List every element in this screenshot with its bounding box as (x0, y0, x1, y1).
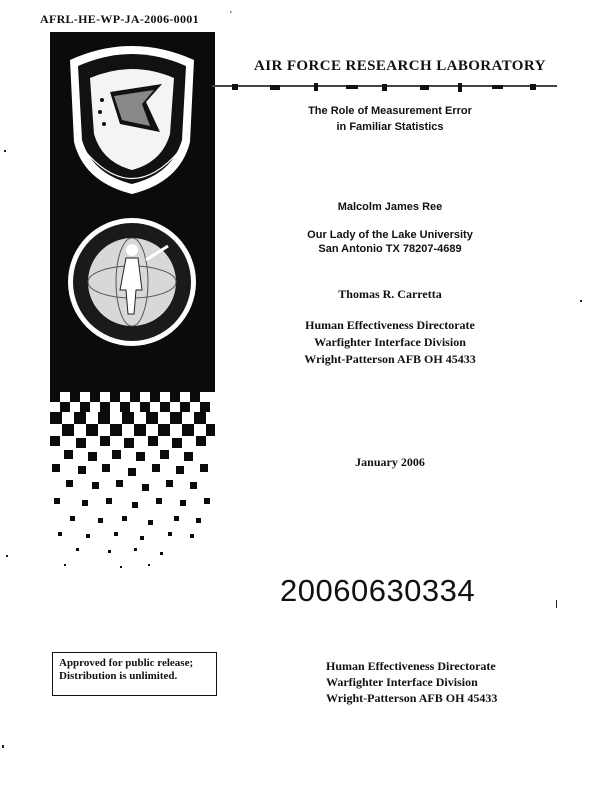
human-effectiveness-seal-icon (68, 218, 196, 346)
footer-line-3: Wright-Patterson AFB OH 45433 (326, 691, 498, 705)
author-1-affiliation (260, 228, 520, 256)
scan-speck (2, 745, 4, 748)
release-line-1: Approved for public release; (59, 657, 194, 669)
scan-speck (6, 555, 8, 557)
publication-date: January 2006 (355, 455, 425, 469)
footer-line-2: Warfighter Interface Division (326, 675, 478, 689)
title-line-1: The Role of Measurement Error (308, 105, 472, 117)
affiliation-2-line-2: Warfighter Interface Division (314, 335, 466, 349)
report-number: AFRL-HE-WP-JA-2006-0001 (40, 12, 199, 26)
document-title (260, 103, 520, 135)
title-rule (212, 80, 557, 94)
affiliation-2-line-1: Human Effectiveness Directorate (305, 318, 475, 332)
author-1-name: Malcolm James Ree (337, 201, 443, 213)
scan-speck (556, 600, 557, 608)
stamp-number: 20060630334 (280, 573, 476, 608)
release-statement-box (52, 652, 217, 696)
footer-organization (326, 658, 497, 706)
affiliation-2-line-3: Wright-Patterson AFB OH 45433 (304, 352, 476, 366)
scan-speck (580, 300, 582, 302)
footer-line-1: Human Effectiveness Directorate (326, 659, 496, 673)
checker-pattern (50, 392, 215, 568)
scan-speck (4, 150, 6, 152)
affiliation-1-line-1: Our Lady of the Lake University (307, 229, 473, 241)
author-2-affiliation (260, 317, 520, 368)
author-2-name: Thomas R. Carretta (338, 287, 442, 301)
scan-mark: ' (230, 10, 232, 21)
release-line-2: Distribution is unlimited. (59, 670, 178, 682)
title-line-2: in Familiar Statistics (336, 121, 444, 133)
laboratory-name: AIR FORCE RESEARCH LABORATORY (254, 58, 546, 74)
side-band (50, 32, 215, 572)
affiliation-1-line-2: San Antonio TX 78207-4689 (318, 243, 462, 255)
